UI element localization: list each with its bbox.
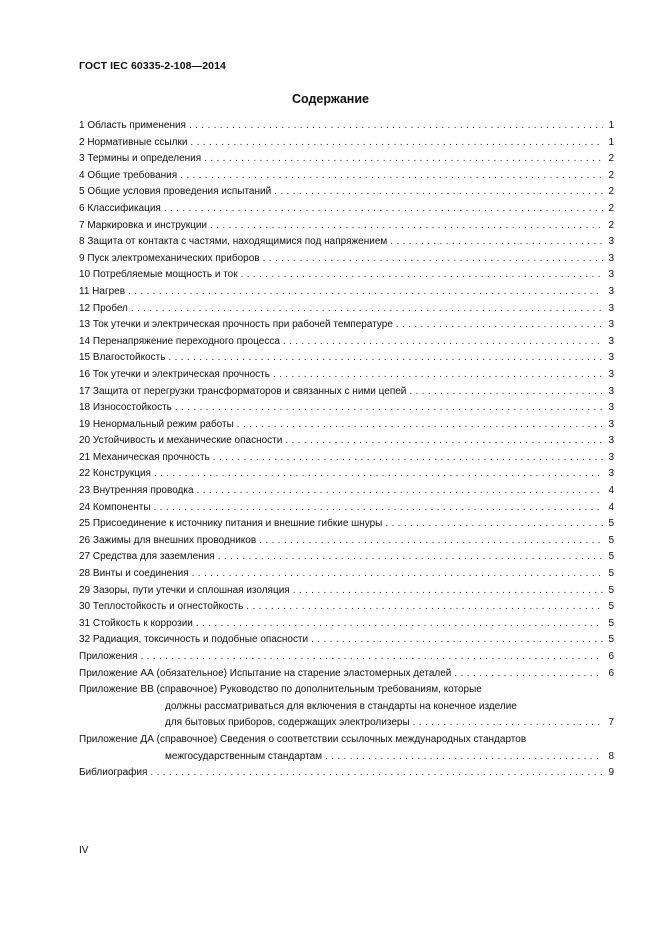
toc-entry-label: 30 Теплостойкость и огнестойкость: [79, 601, 244, 613]
toc-entry-label: 1 Область применения: [79, 120, 186, 131]
toc-entry[interactable]: [79, 566, 614, 583]
toc-entry-page: 3: [608, 285, 614, 297]
toc-entry-label: 20 Устойчивость и механические опасности: [79, 435, 283, 447]
toc-entry-label: 25 Присоединение к источнику питания и внешние гибкие шнуры: [79, 518, 383, 530]
dot-leader: [218, 549, 603, 566]
toc-entry[interactable]: [79, 649, 614, 666]
dot-leader: [454, 666, 603, 683]
toc-entry[interactable]: [79, 218, 614, 235]
toc-entry-page: 5: [608, 551, 614, 563]
toc-entry-label: 32 Радиация, токсичность и подобные опасности: [79, 634, 309, 646]
toc-entry-label: 22 Конструкция: [79, 468, 151, 480]
toc-entry[interactable]: [79, 483, 614, 500]
dot-leader: [273, 367, 603, 384]
toc-entry[interactable]: [79, 583, 614, 600]
toc-entry-label: 12 Пробел: [79, 302, 128, 314]
toc-entry[interactable]: [79, 234, 614, 251]
toc-entry-label: 24 Компоненты: [79, 501, 151, 513]
toc-entry-page: 2: [608, 169, 614, 181]
toc-entry[interactable]: [79, 168, 614, 185]
toc-entry[interactable]: [79, 666, 614, 683]
toc-entry-page: 4: [608, 501, 614, 513]
toc-entry-page: 2: [608, 219, 614, 231]
toc-entry[interactable]: [79, 334, 614, 351]
toc-entry-page: 2: [608, 186, 614, 198]
toc-entry-label: 29 Зазоры, пути утечки и сплошная изоляция: [79, 584, 290, 596]
dot-leader: [390, 234, 603, 251]
toc-entry-page: 1: [608, 120, 614, 131]
toc-entry-label: 14 Перенапряжение переходного процесса: [79, 335, 280, 347]
toc-entry-page: 3: [608, 418, 614, 430]
dot-leader: [164, 201, 603, 218]
toc-entry[interactable]: [79, 184, 614, 201]
dot-leader: [154, 466, 603, 483]
toc-entry-label: должны рассматриваться для включения в стандарты на конечное изделие: [165, 700, 517, 712]
toc-entry[interactable]: [79, 301, 614, 318]
dot-leader: [168, 350, 603, 367]
toc-entry-label: 7 Маркировка и инструкции: [79, 219, 208, 231]
dot-leader: [180, 168, 603, 185]
toc-entry-page: 3: [608, 368, 614, 380]
dot-leader: [196, 616, 603, 633]
dot-leader: [189, 118, 603, 135]
toc-entry-page: 3: [608, 335, 614, 347]
toc-entry-annex-da[interactable]: [79, 732, 614, 765]
toc-entry-page: 6: [608, 667, 614, 679]
toc-entry-label: 11 Нагрев: [79, 285, 126, 297]
dot-leader: [128, 284, 603, 301]
toc-entry-label: 26 Зажимы для внешних проводников: [79, 534, 257, 546]
dot-leader: [413, 715, 603, 732]
table-of-contents: [79, 118, 614, 782]
document-id: ГОСТ IEC 60335-2-108—2014: [79, 60, 226, 72]
toc-entry[interactable]: [79, 135, 614, 152]
dot-leader: [213, 450, 603, 467]
toc-entry-page: 6: [608, 651, 614, 662]
dot-leader: [409, 384, 603, 401]
toc-entry[interactable]: [79, 267, 614, 284]
toc-entry[interactable]: [79, 632, 614, 649]
toc-entry-page: 5: [608, 584, 614, 596]
dot-leader: [204, 151, 603, 168]
toc-entry-page: 3: [608, 252, 614, 264]
toc-entry-label: 3 Термины и определения: [79, 153, 202, 165]
toc-entry-label: 6 Классификация: [79, 202, 161, 214]
dot-leader: [325, 749, 603, 766]
toc-entry-label: 13 Ток утечки и электрическая прочность при рабочей температуре: [79, 319, 393, 331]
toc-entry-label: 2 Нормативные ссылки: [79, 136, 188, 148]
toc-entry-label: 5 Общие условия проведения испытаний: [79, 186, 272, 198]
toc-entry-label: 15 Влагостойкость: [79, 352, 166, 364]
toc-entry-page: 1: [608, 136, 614, 148]
toc-entry-page: 5: [608, 534, 614, 546]
toc-entry[interactable]: [79, 549, 614, 566]
toc-entry[interactable]: [79, 533, 614, 550]
toc-entry-label: 28 Винты и соединения: [79, 568, 189, 580]
toc-entry[interactable]: [79, 201, 614, 218]
toc-entry-label: 21 Механическая прочность: [79, 451, 210, 463]
dot-leader: [285, 433, 603, 450]
toc-entry-label: 18 Износостойкость: [79, 402, 172, 414]
toc-entry[interactable]: [79, 367, 614, 384]
dot-leader: [396, 317, 603, 334]
page-number: IV: [79, 845, 89, 856]
toc-entry-page: 3: [608, 302, 614, 314]
toc-entry-page: 5: [608, 518, 614, 530]
toc-entry-label: межгосударственным стандартам: [165, 750, 323, 762]
toc-entry-label: Приложение ВВ (справочное) Руководство по дополнительным требованиям, которые: [79, 684, 482, 696]
toc-entry-page: 3: [608, 352, 614, 364]
toc-entry-page: 3: [608, 236, 614, 248]
dot-leader: [150, 765, 603, 782]
dot-leader: [190, 135, 603, 152]
dot-leader: [263, 251, 603, 268]
toc-entries: [79, 118, 614, 682]
toc-entry-label: 4 Общие требования: [79, 169, 178, 181]
toc-entry-label: 10 Потребляемые мощность и ток: [79, 269, 238, 281]
toc-entry-label: 9 Пуск электромеханических приборов: [79, 252, 260, 264]
toc-entry-label: 16 Ток утечки и электрическая прочность: [79, 368, 270, 380]
toc-entry[interactable]: [79, 384, 614, 401]
toc-entry[interactable]: [79, 118, 614, 135]
dot-leader: [237, 417, 603, 434]
toc-entry-label: Библиография: [79, 767, 148, 779]
toc-entry-label: 31 Стойкость к коррозии: [79, 617, 193, 629]
dot-leader: [274, 184, 603, 201]
toc-entry[interactable]: [79, 516, 614, 533]
dot-leader: [385, 516, 603, 533]
dot-leader: [154, 500, 603, 517]
dot-leader: [131, 301, 603, 318]
toc-entry-label: Приложение АА (обязательное) Испытание на старение эластомерных деталей: [79, 667, 452, 679]
dot-leader: [283, 334, 603, 351]
toc-entry-page: 5: [608, 601, 614, 613]
dot-leader: [192, 566, 603, 583]
dot-leader: [141, 649, 603, 666]
toc-entry-label: для бытовых приборов, содержащих электролизеры: [165, 717, 410, 729]
toc-entry[interactable]: [79, 350, 614, 367]
dot-leader: [259, 533, 603, 550]
dot-leader: [197, 483, 603, 500]
toc-entry-label: Приложения: [79, 651, 138, 662]
toc-entry-page: 5: [608, 634, 614, 646]
dot-leader: [210, 218, 603, 235]
toc-entry[interactable]: [79, 500, 614, 517]
toc-entry[interactable]: [79, 400, 614, 417]
toc-entry-page: 3: [608, 402, 614, 414]
toc-entry-label: 8 Защита от контакта с частями, находящимися под напряжением: [79, 236, 388, 248]
toc-entry-page: 3: [608, 385, 614, 397]
toc-entry-label: 17 Защита от перегрузки трансформаторов и связанных с ними цепей: [79, 385, 407, 397]
toc-entry-page: 3: [608, 468, 614, 480]
toc-entry-page: 9: [608, 767, 614, 779]
dot-leader: [241, 267, 603, 284]
toc-entry-page: 3: [608, 451, 614, 463]
toc-entry-page: 2: [608, 153, 614, 165]
dot-leader: [175, 400, 603, 417]
toc-entry-page: 2: [608, 202, 614, 214]
dot-leader: [311, 632, 603, 649]
dot-leader: [293, 583, 603, 600]
toc-entry-page: 8: [608, 750, 614, 762]
toc-entry[interactable]: [79, 599, 614, 616]
toc-entry[interactable]: [79, 450, 614, 467]
toc-entry[interactable]: [79, 317, 614, 334]
toc-title: Содержание: [291, 92, 369, 106]
toc-entry[interactable]: [79, 151, 614, 168]
toc-entry-page: 4: [608, 485, 614, 497]
toc-entry[interactable]: [79, 466, 614, 483]
toc-entry-page: 7: [608, 717, 614, 729]
toc-entry[interactable]: [79, 433, 614, 450]
toc-entry[interactable]: [79, 251, 614, 268]
toc-entry[interactable]: [79, 616, 614, 633]
toc-entry-annex-bb[interactable]: [79, 682, 614, 732]
toc-entry-page: 5: [608, 617, 614, 629]
toc-entry-label: 23 Внутренняя проводка: [79, 485, 194, 497]
toc-entry-label: 27 Средства для заземления: [79, 551, 215, 563]
toc-entry-page: 5: [608, 568, 614, 580]
toc-entry-label: Приложение ДА (справочное) Сведения о соответствии ссылочных международных стандартов: [79, 733, 527, 745]
toc-entry[interactable]: [79, 284, 614, 301]
toc-entry-page: 3: [608, 319, 614, 331]
toc-entry-label: 19 Ненормальный режим работы: [79, 418, 234, 430]
toc-entry-bibliography[interactable]: [79, 765, 614, 782]
toc-entry[interactable]: [79, 417, 614, 434]
toc-entry-page: 3: [608, 269, 614, 281]
dot-leader: [246, 599, 603, 616]
toc-entry-page: 3: [608, 435, 614, 447]
